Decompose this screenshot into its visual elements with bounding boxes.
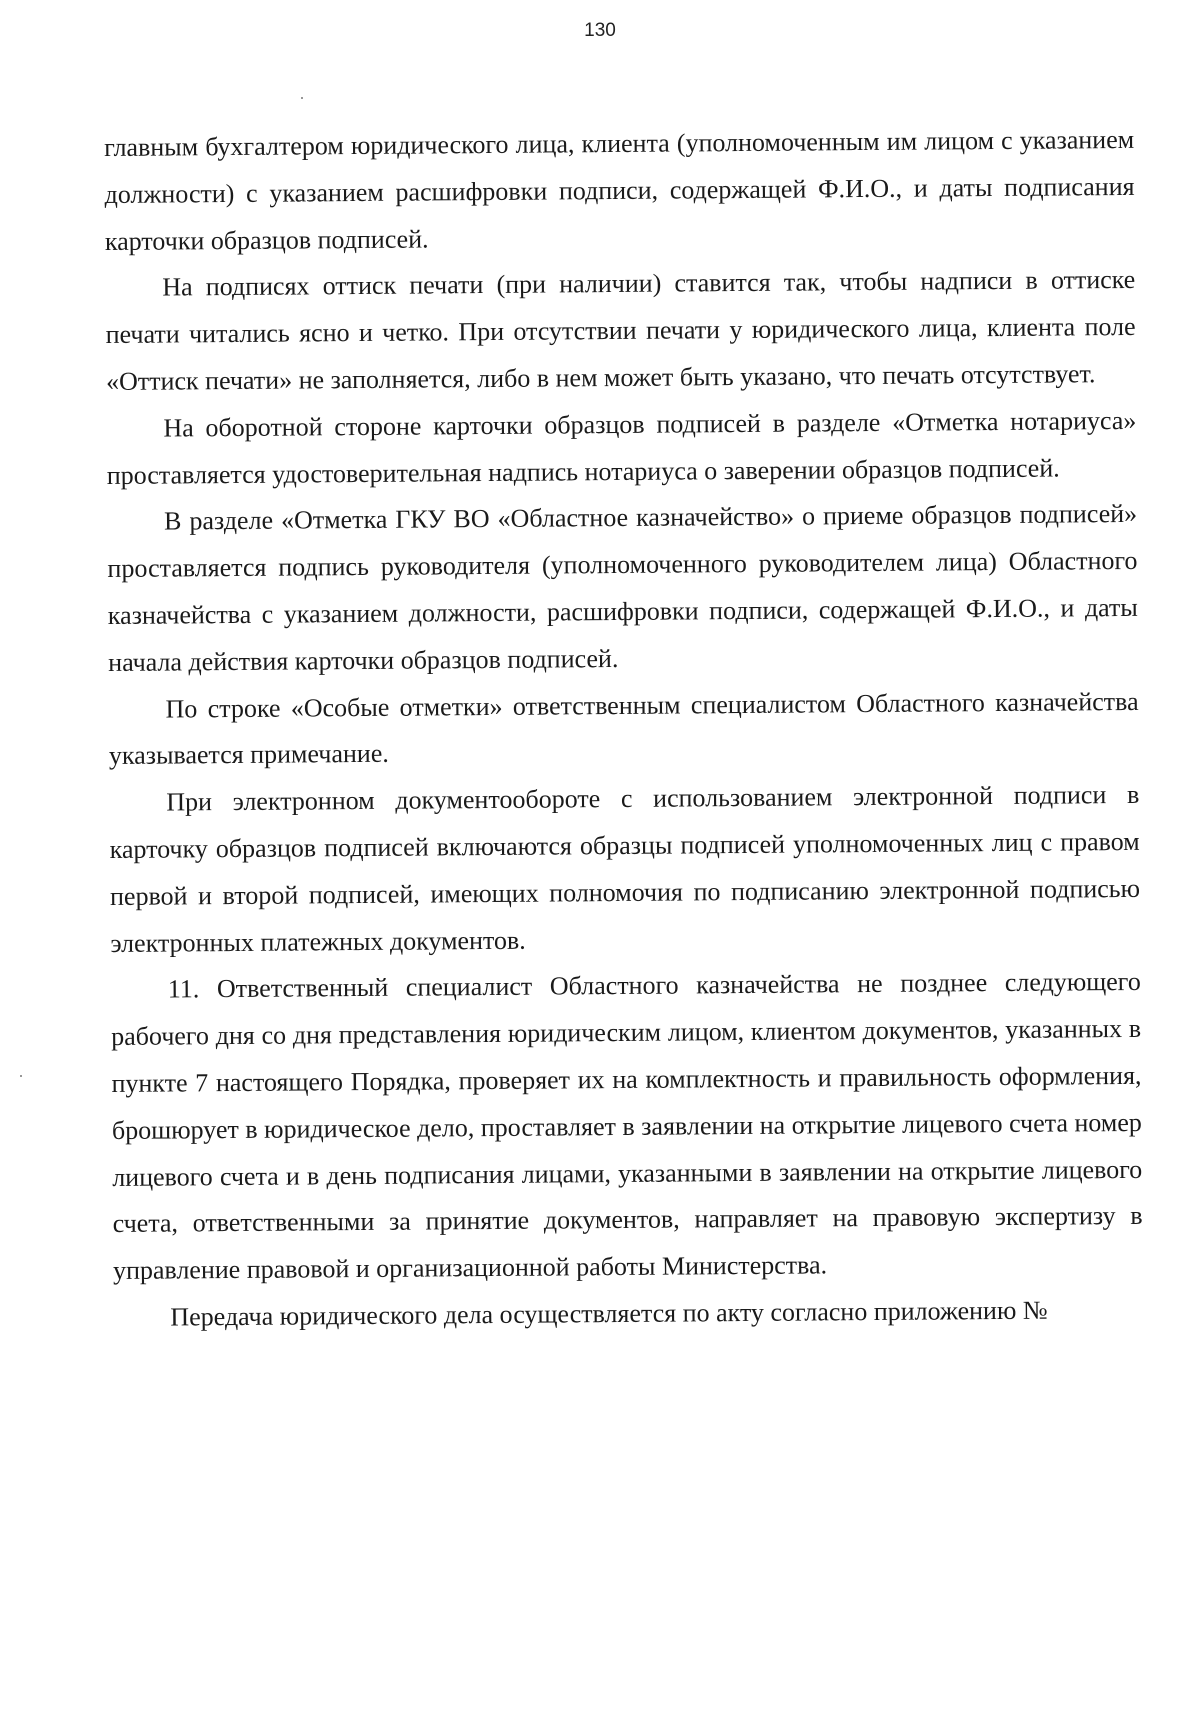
paragraph-seal-imprint: На подписях оттиск печати (при наличии) ставится так, чтобы надписи в оттиске печати читались ясно и четко. При отсутствии печати у юридического лица, клиента поле «Оттиск печати» не заполняется, либо в нем может быть указано, что печать отсутствует.	[105, 265, 1136, 396]
paragraph-case-transfer: Передача юридического дела осуществляется по акту согласно приложению №	[170, 1295, 1048, 1332]
paragraph-electronic-signature: При электронном документообороте с использованием электронной подписи в карточку образцов подписей включаются образцы подписей уполномоченных лиц с правом первой и второй подписей, имеющих полномочия по подписанию электронной подписью электронных платежных документов.	[109, 780, 1141, 958]
paragraph-notary-mark: На оборотной стороне карточки образцов подписей в разделе «Отметка нотариуса» проставляется удостоверительная надпись нотариуса о заверении образцов подписей.	[106, 405, 1137, 490]
paragraph-item-11: 11. Ответственный специалист Областного казначейства не позднее следующего рабочего дня со дня представления юридическим лицом, клиентом документов, указанных в пункте 7 настоящего Порядка, проверяет их на комплектность и правильность оформления, брошюрует в юридическое дело, проставляет в заявлении на открытие лицевого счета номер лицевого счета и в день подписания лицами, указанными в заявлении на открытие лицевого счета, ответственными за принятие документов, направляет на правовую экспертизу в управление правовой и организационной работы Министерства.	[111, 967, 1143, 1286]
document-body	[104, 117, 1144, 1342]
scan-speck	[301, 97, 303, 99]
paragraph-continuation: главным бухгалтером юридического лица, клиента (уполномоченным им лицом с указанием должности) с указанием расшифровки подписи, содержащей Ф.И.О., и даты подписания карточки образцов подписей.	[104, 124, 1135, 256]
page-number: 130	[584, 20, 616, 41]
scan-speck	[20, 1075, 22, 1077]
paragraph-special-notes: По строке «Особые отметки» ответственным специалистом Областного казначейства указывается примечание.	[108, 686, 1139, 771]
paragraph-treasury-mark: В разделе «Отметка ГКУ ВО «Областное казначейство» о приеме образцов подписей» проставляется подпись руководителя (уполномоченного руководителем лица) Областного казначейства с указанием должности, расшифровки подписи, содержащей Ф.И.О., и даты начала действия карточки образцов подписей.	[107, 499, 1138, 677]
